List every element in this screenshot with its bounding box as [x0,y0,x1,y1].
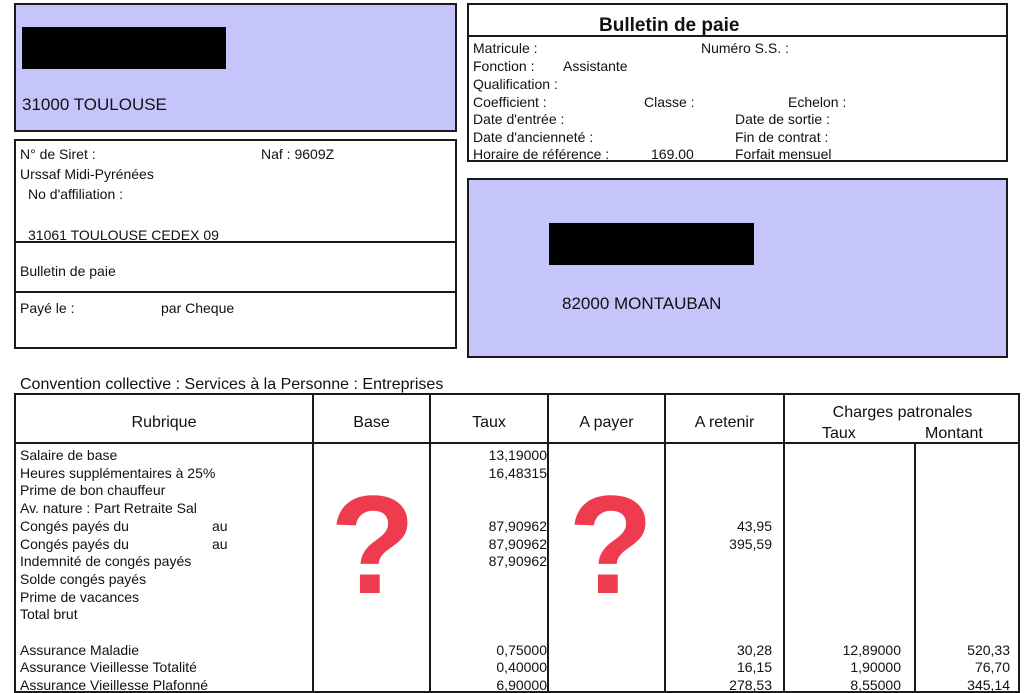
bulletin-label: Bulletin de paie [20,263,116,279]
header-charges-taux: Taux [822,425,856,442]
urssaf-city: 31061 TOULOUSE CEDEX 09 [28,227,219,243]
row-rubrique: Prime de vacances [20,589,140,605]
col-sep-5 [783,395,785,691]
fin-contrat-label: Fin de contrat : [735,129,829,145]
convention-collective: Convention collective : Services à la Personne : Entreprises [20,376,444,393]
header-rubrique: Rubrique [131,414,197,431]
header-a-retenir: A retenir [694,414,755,431]
row-charges-montant: 76,70 [974,659,1010,675]
question-mark-base: ? [330,466,416,623]
row-a-retenir: 395,59 [729,536,772,552]
row-a-retenir: 43,95 [736,518,772,534]
row-rubrique: Av. nature : Part Retraite Sal [20,500,197,516]
payslip-header-box [467,3,1008,162]
employee-address-box [467,178,1008,358]
row-rubrique: Congés payés du [20,518,129,534]
col-sep-4 [664,395,666,691]
col-sep-1 [312,395,314,691]
header-a-payer: A payer [579,414,634,431]
row-taux: 87,90962 [488,518,547,534]
header-charges-montant: Montant [925,425,983,442]
classe-label: Classe : [644,94,695,110]
header-base: Base [353,414,390,431]
siret-label: N° de Siret : [20,146,96,162]
col-sep-6 [914,442,916,691]
fonction-value: Assistante [563,58,628,74]
col-sep-3 [547,395,549,691]
row-a-retenir: 16,15 [736,659,772,675]
row-a-retenir: 30,28 [736,642,772,658]
payment-method: par Cheque [161,300,235,316]
col-sep-2 [429,395,431,691]
row-rubrique: Total brut [20,606,78,622]
row-charges-taux: 8,55000 [850,677,901,693]
row-rubrique: Indemnité de congés payés [20,553,192,569]
date-entree-label: Date d'entrée : [473,111,565,127]
matricule-label: Matricule : [473,40,538,56]
fonction-label: Fonction : [473,58,535,74]
row-rubrique: Solde congés payés [20,571,147,587]
employer-registration-box [14,139,457,243]
date-anciennete-label: Date d'ancienneté : [473,129,594,145]
row-rubrique-au: au [212,518,228,534]
payslip-table [14,393,1020,693]
naf-code: Naf : 9609Z [261,146,335,162]
affiliation-label: No d'affiliation : [28,186,124,202]
row-charges-taux: 1,90000 [850,659,901,675]
paid-on-label: Payé le : [20,300,75,316]
forfait-label: Forfait mensuel [735,146,832,162]
urssaf-name: Urssaf Midi-Pyrénées [20,166,154,182]
redacted-employer-name [22,27,226,69]
row-charges-montant: 520,33 [967,642,1010,658]
header-taux: Taux [472,414,506,431]
redacted-employee-name [549,223,754,265]
payslip-title: Bulletin de paie [599,15,740,36]
row-rubrique: Salaire de base [20,447,118,463]
coefficient-label: Coefficient : [473,94,547,110]
row-rubrique-au: au [212,536,228,552]
row-charges-montant: 345,14 [967,677,1010,693]
numero-ss-label: Numéro S.S. : [701,40,789,56]
row-charges-taux: 12,89000 [842,642,901,658]
row-rubrique: Heures supplémentaires à 25% [20,465,216,481]
row-taux: 87,90962 [488,536,547,552]
header-charges-patronales: Charges patronales [832,404,973,421]
row-taux: 0,75000 [496,642,547,658]
row-taux: 16,48315 [488,465,547,481]
horaire-value: 169.00 [651,146,694,162]
row-taux: 87,90962 [488,553,547,569]
row-rubrique: Assurance Vieillesse Totalité [20,659,197,675]
row-rubrique: Assurance Maladie [20,642,140,658]
row-rubrique: Prime de bon chauffeur [20,482,166,498]
echelon-label: Echelon : [788,94,847,110]
row-rubrique: Congés payés du [20,536,129,552]
payment-box [14,291,457,349]
table-header-divider [16,442,1018,444]
row-taux: 0,40000 [496,659,547,675]
employee-city: 82000 MONTAUBAN [562,294,722,313]
date-sortie-label: Date de sortie : [735,111,830,127]
row-a-retenir: 278,53 [729,677,772,693]
employer-address-box [14,3,457,132]
employer-city: 31000 TOULOUSE [22,95,167,114]
row-taux: 13,19000 [488,447,547,463]
row-taux: 6,90000 [496,677,547,693]
row-rubrique: Assurance Vieillesse Plafonné [20,677,209,693]
question-mark-a-payer: ? [568,466,654,623]
bulletin-label-box [14,241,457,293]
qualification-label: Qualification : [473,76,558,92]
horaire-label: Horaire de référence : [473,146,610,162]
